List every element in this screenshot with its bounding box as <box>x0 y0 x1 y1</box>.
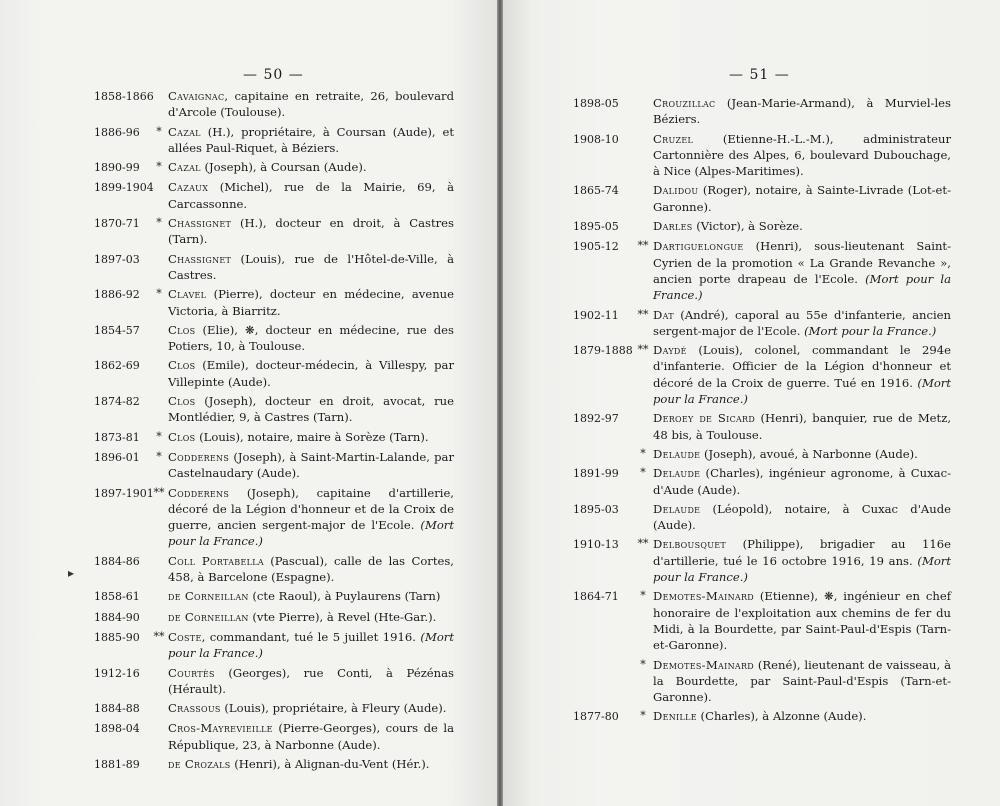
entry-name: Denille <box>653 709 697 724</box>
entry-details: (Pascual), calle de las Cortes, 458, à Barcelone (Espagne). <box>168 553 454 585</box>
register-entry <box>94 322 454 355</box>
entry-name: Chassignet <box>168 251 232 266</box>
entry-name: Delaude <box>653 446 701 461</box>
entry-text <box>653 238 951 303</box>
entry-text <box>168 588 454 605</box>
entry-mark <box>150 720 168 753</box>
entry-text <box>653 95 951 128</box>
entry-name: Cazal <box>168 160 201 175</box>
entry-mark <box>150 553 168 586</box>
entry-years: 1884-88 <box>94 702 140 716</box>
entry-years: 1873-81 <box>94 430 140 444</box>
register-entry <box>573 131 951 180</box>
entry-details: (Joseph), capitaine d'artillerie, décoré de la Légion d'honneur et de la Croix de guerre, ancien sergent-major de l'Ecole. <box>168 485 454 533</box>
entry-name: Codderens <box>168 485 230 500</box>
entry-text <box>653 465 951 498</box>
entry-name: Delbousquet <box>653 537 727 552</box>
entry-mark: * <box>640 709 646 723</box>
entry-text <box>653 307 951 340</box>
entry-mark <box>150 756 168 773</box>
entry-mark <box>150 179 168 212</box>
register-entry <box>94 588 454 605</box>
entry-text <box>168 665 454 698</box>
entry-text <box>168 88 454 121</box>
entry-details: (Charles), à Alzonne (Aude). <box>696 709 867 724</box>
entry-details: (vte Pierre), à Revel (Hte-Gar.). <box>248 609 437 624</box>
register-entry <box>573 182 951 215</box>
entry-note: (Mort pour la France.) <box>653 553 951 585</box>
entry-years: 1884-90 <box>94 610 140 624</box>
register-entry <box>573 238 951 303</box>
entry-years: 1884-86 <box>94 554 140 568</box>
entry-text <box>653 342 951 407</box>
left-page <box>0 0 497 806</box>
entry-mark: ** <box>637 239 649 253</box>
entry-details: (Léopold), notaire, à Cuxac d'Aude (Aude). <box>653 501 951 533</box>
entry-years <box>573 446 633 462</box>
entry-years: 1896-01 <box>94 450 140 464</box>
entry-name: Coll Portabella <box>168 553 264 568</box>
register-entry <box>94 449 454 482</box>
entry-mark <box>150 665 168 698</box>
entry-details: (Jean-Marie-Armand), à Murviel-les Béziers. <box>653 96 951 127</box>
entry-years: 1885-90 <box>94 630 140 644</box>
entry-details: (Emile), docteur-médecin, à Villespy, par Villepinte (Aude). <box>168 358 454 389</box>
margin-mark: ▸ <box>68 566 75 580</box>
entry-years: 1898-05 <box>573 97 619 110</box>
entry-name: Demotes-Mainard <box>653 657 754 672</box>
entry-details: , commandant, tué le 5 juillet 1916. <box>201 629 416 644</box>
entry-name: Clos <box>168 322 196 337</box>
entry-mark: * <box>640 589 646 603</box>
entry-details: (Joseph), docteur en droit, avocat, rue Montlédier, 9, à Castres (Tarn). <box>168 394 454 425</box>
entry-details: (Joseph), avoué, à Narbonne (Aude). <box>700 446 918 461</box>
entry-years: 1874-82 <box>94 395 140 409</box>
entry-note: (Mort pour la France.) <box>653 375 951 407</box>
entry-mark <box>150 322 168 355</box>
entry-text <box>168 700 454 717</box>
entry-years: 1908-10 <box>573 132 619 146</box>
entry-text <box>653 218 951 235</box>
entry-years: 1910-13 <box>573 538 619 552</box>
entry-mark: ** <box>637 307 649 321</box>
entry-text <box>653 657 951 706</box>
entry-text <box>168 609 454 626</box>
entry-text <box>168 720 454 753</box>
entry-name: Clos <box>168 429 196 444</box>
entry-text <box>168 756 454 773</box>
entry-name: Demotes-Mainard <box>653 589 754 604</box>
entry-years: 1897-1901 <box>94 486 154 500</box>
entry-details: (Roger), notaire, à Sainte-Livrade (Lot-et-Garonne). <box>653 183 951 214</box>
entry-years: 1858-61 <box>94 590 140 604</box>
entry-name: Dalidou <box>653 183 699 198</box>
entry-years: 1865-74 <box>573 184 619 198</box>
entry-text <box>653 446 951 462</box>
entry-text <box>168 357 454 390</box>
entry-details: (Etienne-H.-L.-M.), administrateur Cartonnière des Alpes, 6, boulevard Dubouchage, à Nice (Alpes-Maritimes). <box>653 131 951 179</box>
entry-note: (Mort pour la France.) <box>804 323 937 338</box>
entry-details: (Louis), colonel, commandant le 294e d'infanterie. Officier de la Légion d'honneur et décoré de la Croix de guerre. Tué en 1916. <box>653 343 951 390</box>
right-page <box>503 0 1000 806</box>
entry-mark <box>150 393 168 426</box>
entry-text <box>653 410 951 443</box>
entry-name: de Corneillan <box>168 609 249 624</box>
entry-mark <box>150 588 168 605</box>
entry-details: (Louis), propriétaire, à Fleury (Aude). <box>220 701 447 716</box>
entry-details: (Pierre), docteur en médecine, avenue Victoria, à Biarritz. <box>168 287 454 318</box>
entry-details: (Joseph), à Coursan (Aude). <box>200 160 367 175</box>
register-entry <box>94 756 454 773</box>
entry-details: (Joseph), à Saint-Martin-Lalande, par Castelnaudary (Aude). <box>168 449 454 481</box>
register-entry <box>573 501 951 534</box>
entry-details: (Pierre-Georges), cours de la République, 23, à Narbonne (Aude). <box>168 721 454 752</box>
entry-note: (Mort pour la France.) <box>653 271 951 303</box>
entry-name: Clavel <box>168 287 207 302</box>
entry-mark: * <box>156 160 162 174</box>
entry-name: Cruzel <box>653 131 694 146</box>
entry-mark: * <box>156 287 162 301</box>
entry-text <box>168 449 454 482</box>
entry-details: (cte Raoul), à Puylaurens (Tarn) <box>248 589 441 604</box>
register-entry <box>94 609 454 626</box>
entry-mark: * <box>640 466 646 480</box>
entry-details: (Etienne), ❋, ingénieur en chef honoraire de l'exploitation aux chemins de fer du Midi, à la Bourdette, par Saint-Paul-d'Espis (Tarn-et-Garonne). <box>653 589 951 653</box>
entry-mark: ** <box>637 343 649 357</box>
register-entry <box>573 342 951 407</box>
register-entry <box>94 357 454 390</box>
entry-text <box>168 286 454 319</box>
entry-years: 1899-1904 <box>94 181 154 195</box>
entry-name: Crouzillac <box>653 96 716 110</box>
entry-name: Clos <box>168 358 196 373</box>
page-number: — 51 — <box>729 67 790 83</box>
entry-text <box>168 124 454 157</box>
register-entry <box>94 553 454 586</box>
entry-list <box>573 95 951 729</box>
register-entry <box>573 536 951 585</box>
entry-years: 1881-89 <box>94 757 140 771</box>
entry-mark: * <box>640 446 646 460</box>
entry-note: (Mort pour la France.) <box>168 518 454 549</box>
entry-mark: ** <box>153 629 165 643</box>
page-number: — 50 — <box>243 67 304 83</box>
entry-years: 1895-05 <box>573 220 619 234</box>
entry-text <box>168 251 454 284</box>
entry-name: Dat <box>653 307 674 322</box>
register-entry <box>94 124 454 157</box>
entry-name: Cavaignac <box>168 89 225 103</box>
register-entry <box>94 429 454 446</box>
entry-text <box>653 708 951 725</box>
entry-years: 1886-92 <box>94 288 140 302</box>
entry-text <box>168 553 454 586</box>
entry-mark <box>150 700 168 717</box>
register-entry <box>573 218 951 235</box>
entry-name: Deroey de Sicard <box>653 411 756 426</box>
entry-years <box>573 657 633 706</box>
entry-details: (Charles), ingénieur agronome, à Cuxac-d'Aude (Aude). <box>653 466 951 497</box>
entry-years: 1898-04 <box>94 722 140 736</box>
entry-name: Cazaux <box>168 180 209 195</box>
register-entry <box>94 88 454 121</box>
entry-mark <box>150 357 168 390</box>
entry-text <box>653 536 951 585</box>
entry-mark <box>633 131 653 180</box>
register-entry <box>573 95 951 128</box>
entry-name: Darles <box>653 219 693 234</box>
entry-details: (Elie), ❋, docteur en médecine, rue des Potiers, 10, à Toulouse. <box>168 322 454 354</box>
entry-details: (Philippe), brigadier au 116e d'artillerie, tué le 16 octobre 1916, 19 ans. <box>653 537 951 568</box>
entry-name: Codderens <box>168 449 230 464</box>
entry-text <box>168 179 454 212</box>
register-entry <box>94 215 454 248</box>
entry-details: (Michel), rue de la Mairie, 69, à Carcassonne. <box>168 180 454 211</box>
entry-name: de Crozals <box>168 756 231 771</box>
register-entry <box>94 720 454 753</box>
register-entry <box>94 485 454 550</box>
entry-text <box>168 159 454 176</box>
entry-details: , capitaine en retraite, 26, boulevard d'Arcole (Toulouse). <box>168 89 454 120</box>
entry-years: 1905-12 <box>573 240 619 254</box>
entry-years: 1864-71 <box>573 590 619 604</box>
entry-mark: * <box>156 216 162 230</box>
entry-mark: ** <box>637 537 649 551</box>
register-entry <box>573 657 951 706</box>
entry-mark <box>633 95 653 128</box>
entry-text <box>168 393 454 426</box>
register-entry <box>94 159 454 176</box>
entry-years: 1891-99 <box>573 467 619 481</box>
entry-mark <box>633 410 653 443</box>
entry-details: (Louis), rue de l'Hôtel-de-Ville, à Castres. <box>168 251 454 282</box>
entry-mark <box>150 251 168 284</box>
entry-name: Clos <box>168 394 196 409</box>
entry-details: (H.), propriétaire, à Coursan (Aude), et allées Paul-Riquet, à Béziers. <box>168 124 454 155</box>
entry-years: 1879-1888 <box>573 344 633 358</box>
entry-mark: * <box>156 124 162 138</box>
register-entry <box>94 629 454 662</box>
entry-text <box>653 588 951 653</box>
register-entry <box>94 700 454 717</box>
entry-mark: * <box>640 657 646 671</box>
register-entry <box>573 708 951 725</box>
register-entry <box>94 393 454 426</box>
entry-mark: * <box>156 429 162 443</box>
entry-text <box>168 485 454 550</box>
register-entry <box>94 251 454 284</box>
entry-text <box>653 131 951 180</box>
entry-years: 1912-16 <box>94 666 140 680</box>
entry-name: Courtès <box>168 665 215 680</box>
entry-years: 1892-97 <box>573 412 619 426</box>
entry-text <box>653 501 951 534</box>
entry-name: de Corneillan <box>168 589 249 604</box>
entry-name: Cros-Mayrevieille <box>168 721 273 736</box>
entry-details: (Georges), rue Conti, à Pézénas (Hérault). <box>168 665 454 696</box>
entry-name: Dartiguelongue <box>653 239 744 254</box>
entry-name: Coste <box>168 629 202 644</box>
register-entry <box>573 465 951 498</box>
entry-details: (René), lieutenant de vaisseau, à la Bourdette, par Saint-Paul-d'Espis (Tarn-et-Garonne). <box>653 657 951 705</box>
entry-mark <box>150 609 168 626</box>
entry-text <box>168 629 454 662</box>
entry-years: 1870-71 <box>94 217 140 231</box>
register-entry <box>573 307 951 340</box>
entry-details: (Louis), notaire, maire à Sorèze (Tarn). <box>195 429 429 444</box>
entry-years: 1886-96 <box>94 125 140 139</box>
entry-note: (Mort pour la France.) <box>168 629 454 661</box>
entry-name: Daydé <box>653 343 687 358</box>
entry-text <box>653 182 951 215</box>
entry-years: 1854-57 <box>94 323 140 337</box>
register-entry <box>94 665 454 698</box>
entry-name: Delaude <box>653 501 701 516</box>
entry-list <box>94 88 454 776</box>
register-entry <box>573 446 951 462</box>
register-entry <box>94 286 454 319</box>
entry-details: (André), caporal au 55e d'infanterie, ancien sergent-major de l'Ecole. <box>653 307 951 338</box>
entry-mark: * <box>156 449 162 463</box>
entry-mark <box>633 182 653 215</box>
entry-name: Delaude <box>653 466 701 481</box>
entry-years: 1862-69 <box>94 359 140 373</box>
entry-name: Cazal <box>168 124 201 139</box>
entry-years: 1902-11 <box>573 308 619 322</box>
entry-name: Crassous <box>168 701 221 716</box>
entry-text <box>168 322 454 355</box>
entry-details: (Henri), sous-lieutenant Saint-Cyrien de la promotion « La Grande Revanche », ancien porte drapeau de l'Ecole. <box>653 239 951 286</box>
entry-name: Chassignet <box>168 216 232 231</box>
entry-years: 1895-03 <box>573 502 619 516</box>
entry-years: 1877-80 <box>573 710 619 724</box>
entry-text <box>168 215 454 248</box>
entry-details: (H.), docteur en droit, à Castres (Tarn). <box>168 216 454 247</box>
register-entry <box>573 588 951 653</box>
register-entry <box>94 179 454 212</box>
entry-years: 1897-03 <box>94 252 140 266</box>
entry-mark <box>150 88 168 121</box>
entry-details: (Henri), banquier, rue de Metz, 48 bis, à Toulouse. <box>653 411 951 442</box>
entry-years: 1890-99 <box>94 161 140 175</box>
entry-mark: ** <box>153 485 165 499</box>
entry-mark <box>633 218 653 235</box>
entry-mark <box>633 501 653 534</box>
entry-years: 1858-1866 <box>94 90 154 103</box>
entry-text <box>168 429 454 446</box>
register-entry <box>573 410 951 443</box>
entry-details: (Victor), à Sorèze. <box>692 219 803 234</box>
entry-details: (Henri), à Alignan-du-Vent (Hér.). <box>230 756 430 771</box>
